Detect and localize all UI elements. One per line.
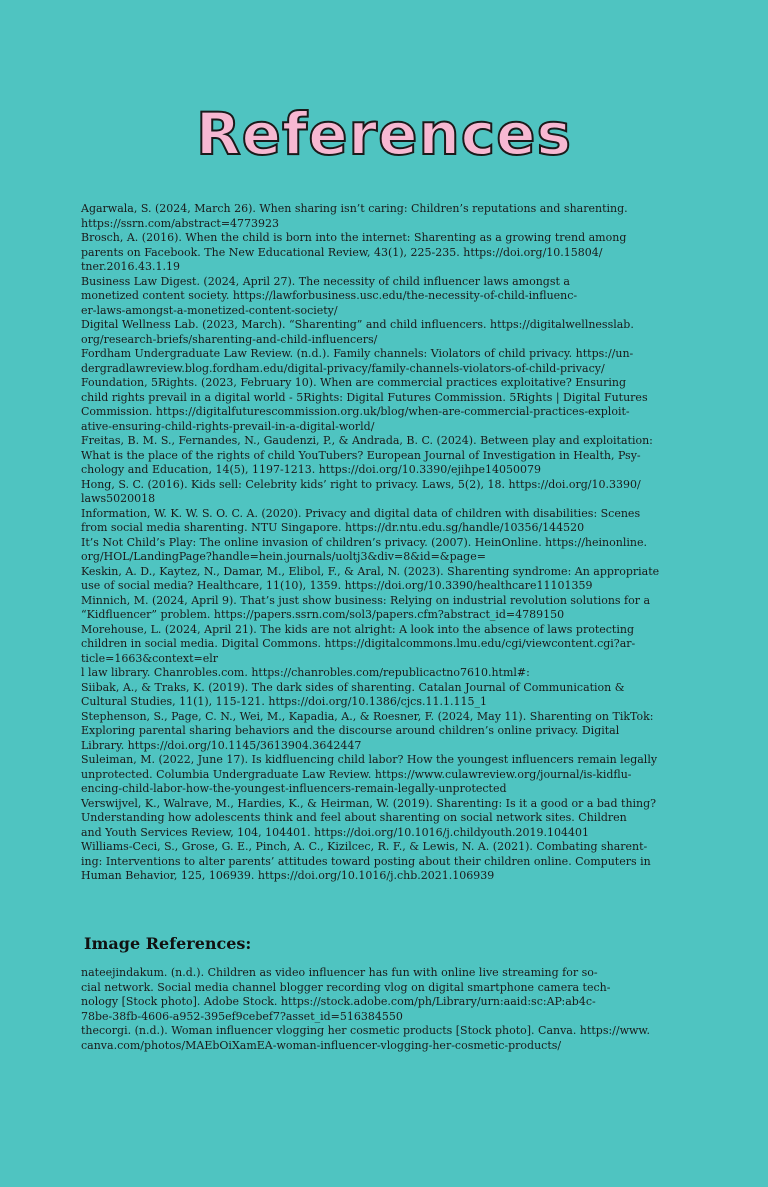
- reference-item: Williams-Ceci, S., Grose, G. E., Pinch, A. C., Kizilcec, R. F., & Lewis, N. A. (2021). Combating sharent- ing: Interventions to alter parents’ attitudes toward posting about their children online. Computers in Human Behavior, 125, 106939. https://doi.org/10.1016/j.chb.2021.106939: [81, 840, 651, 882]
- reference-item: Business Law Digest. (2024, April 27). The necessity of child influencer laws amongst a monetized content society. https://lawforbusiness.usc.edu/the-necessity-of-child-influenc- er-laws-amongst-a-monetized-content-society/: [81, 274, 578, 317]
- reference-item: It’s Not Child’s Play: The online invasion of children’s privacy. (2007). HeinOnline. https://heinonline. org/HOL/LandingPage?handle=hein.journals/uoltj3&div=8&id=&page=: [81, 535, 647, 563]
- page-title: References: [195, 100, 573, 168]
- reference-item: Hong, S. C. (2016). Kids sell: Celebrity kids’ right to privacy. Laws, 5(2), 18. https://doi.org/10.3390/ laws5020018: [81, 477, 641, 505]
- reference-item: Fordham Undergraduate Law Review. (n.d.). Family channels: Violators of child privacy. https://un- dergradlawreview.blog.fordham.edu/digital-privacy/family-channels-violators-of-child-privacy/: [81, 347, 634, 375]
- reference-item: l law library. Chanrobles.com. https://chanrobles.com/republicactno7610.html#:: [81, 666, 530, 679]
- reference-item: Agarwala, S. (2024, March 26). When sharing isn’t caring: Children’s reputations and sharenting. https://ssrn.com/abstract=4773923: [81, 202, 628, 230]
- image-reference-list: [81, 966, 677, 1053]
- reference-list: [81, 202, 677, 884]
- reference-item: Suleiman, M. (2022, June 17). Is kidfluencing child labor? How the youngest influencers remain legally unprotected. Columbia Undergraduate Law Review. https://www.culawreview.org/journal/is-kidflu- encing-child-labor-how-the-youngest-influencers-remain-legally-unprotected: [81, 753, 658, 795]
- reference-item: Digital Wellness Lab. (2023, March). “Sharenting” and child influencers. https://digitalwellnesslab. org/research-briefs/sharenting-and-child-influencers/: [81, 318, 634, 346]
- reference-item: Stephenson, S., Page, C. N., Wei, M., Kapadia, A., & Roesner, F. (2024, May 11). Sharenting on TikTok: Exploring parental sharing behaviors and the discourse around children’s online privacy. Digital Library. https://doi.org/10.1145/3613904.3642447: [81, 709, 654, 752]
- image-reference-item: nateejindakum. (n.d.). Children as video influencer has fun with online live streaming for so- cial network. Social media channel blogger recording vlog on digital smartphone camera tech- nology [Stock photo]. Adobe Stock. https://stock.adobe.com/ph/Library/urn:aaid:sc:AP:ab4c- 78be-38fb-4606-a952-395ef9cebef7?asset_id=516384550: [81, 966, 611, 1023]
- reference-item: Brosch, A. (2016). When the child is born into the internet: Sharenting as a growing trend among parents on Facebook. The New Educational Review, 43(1), 225-235. https://doi.org/10.15804/ tner.2016.43.1.19: [81, 231, 627, 273]
- reference-item: Verswijvel, K., Walrave, M., Hardies, K., & Heirman, W. (2019). Sharenting: Is it a good or a bad thing? Understanding how adolescents think and feel about sharenting on social network sites. Children and Youth Services Review, 104, 104401. https://doi.org/10.1016/j.childyouth.2019.104401: [81, 796, 657, 839]
- reference-item: Morehouse, L. (2024, April 21). The kids are not alright: A look into the absence of laws protecting children in social media. Digital Commons. https://digitalcommons.lmu.edu/cgi/viewcontent.cgi?ar- ticle=1663&context=elr: [81, 622, 636, 665]
- image-references-heading: Image References:: [84, 934, 252, 953]
- reference-item: Foundation, 5Rights. (2023, February 10). When are commercial practices exploitative? Ensuring child rights prevail in a digital world - 5Rights: Digital Futures Commission. 5Rights | Digital Futures Commission. https://digitalfuturescommission.org.uk/blog/when-are-commercial-practices-exploit- ative-ensuring-child-rights-prevail-in-a-digital-world/: [81, 376, 648, 433]
- image-reference-item: thecorgi. (n.d.). Woman influencer vlogging her cosmetic products [Stock photo]. Canva. https://www. canva.com/photos/MAEbOiXamEA-woman-influencer-vlogging-her-cosmetic-products/: [81, 1024, 651, 1052]
- reference-item: Keskin, A. D., Kaytez, N., Damar, M., Elibol, F., & Aral, N. (2023). Sharenting syndrome: An appropriate use of social media? Healthcare, 11(10), 1359. https://doi.org/10.3390/healthcare11101359: [81, 564, 660, 592]
- reference-item: Information, W. K. W. S. O. C. A. (2020). Privacy and digital data of children with disabilities: Scenes from social media sharenting. NTU Singapore. https://dr.ntu.edu.sg/handle/10356/144520: [81, 506, 641, 534]
- reference-item: Minnich, M. (2024, April 9). That’s just show business: Relying on industrial revolution solutions for a “Kidfluencer” problem. https://papers.ssrn.com/sol3/papers.cfm?abstract_id=4789150: [81, 593, 651, 621]
- reference-item: Siibak, A., & Traks, K. (2019). The dark sides of sharenting. Catalan Journal of Communication & Cultural Studies, 11(1), 115-121. https://doi.org/10.1386/cjcs.11.1.115_1: [81, 680, 625, 708]
- reference-item: Freitas, B. M. S., Fernandes, N., Gaudenzi, P., & Andrada, B. C. (2024). Between play and exploitation: What is the place of the rights of child YouTubers? European Journal of Investigation in Health, Psy- chology and Education, 14(5), 1197-1213. https://doi.org/10.3390/ejihpe14050079: [81, 434, 653, 476]
